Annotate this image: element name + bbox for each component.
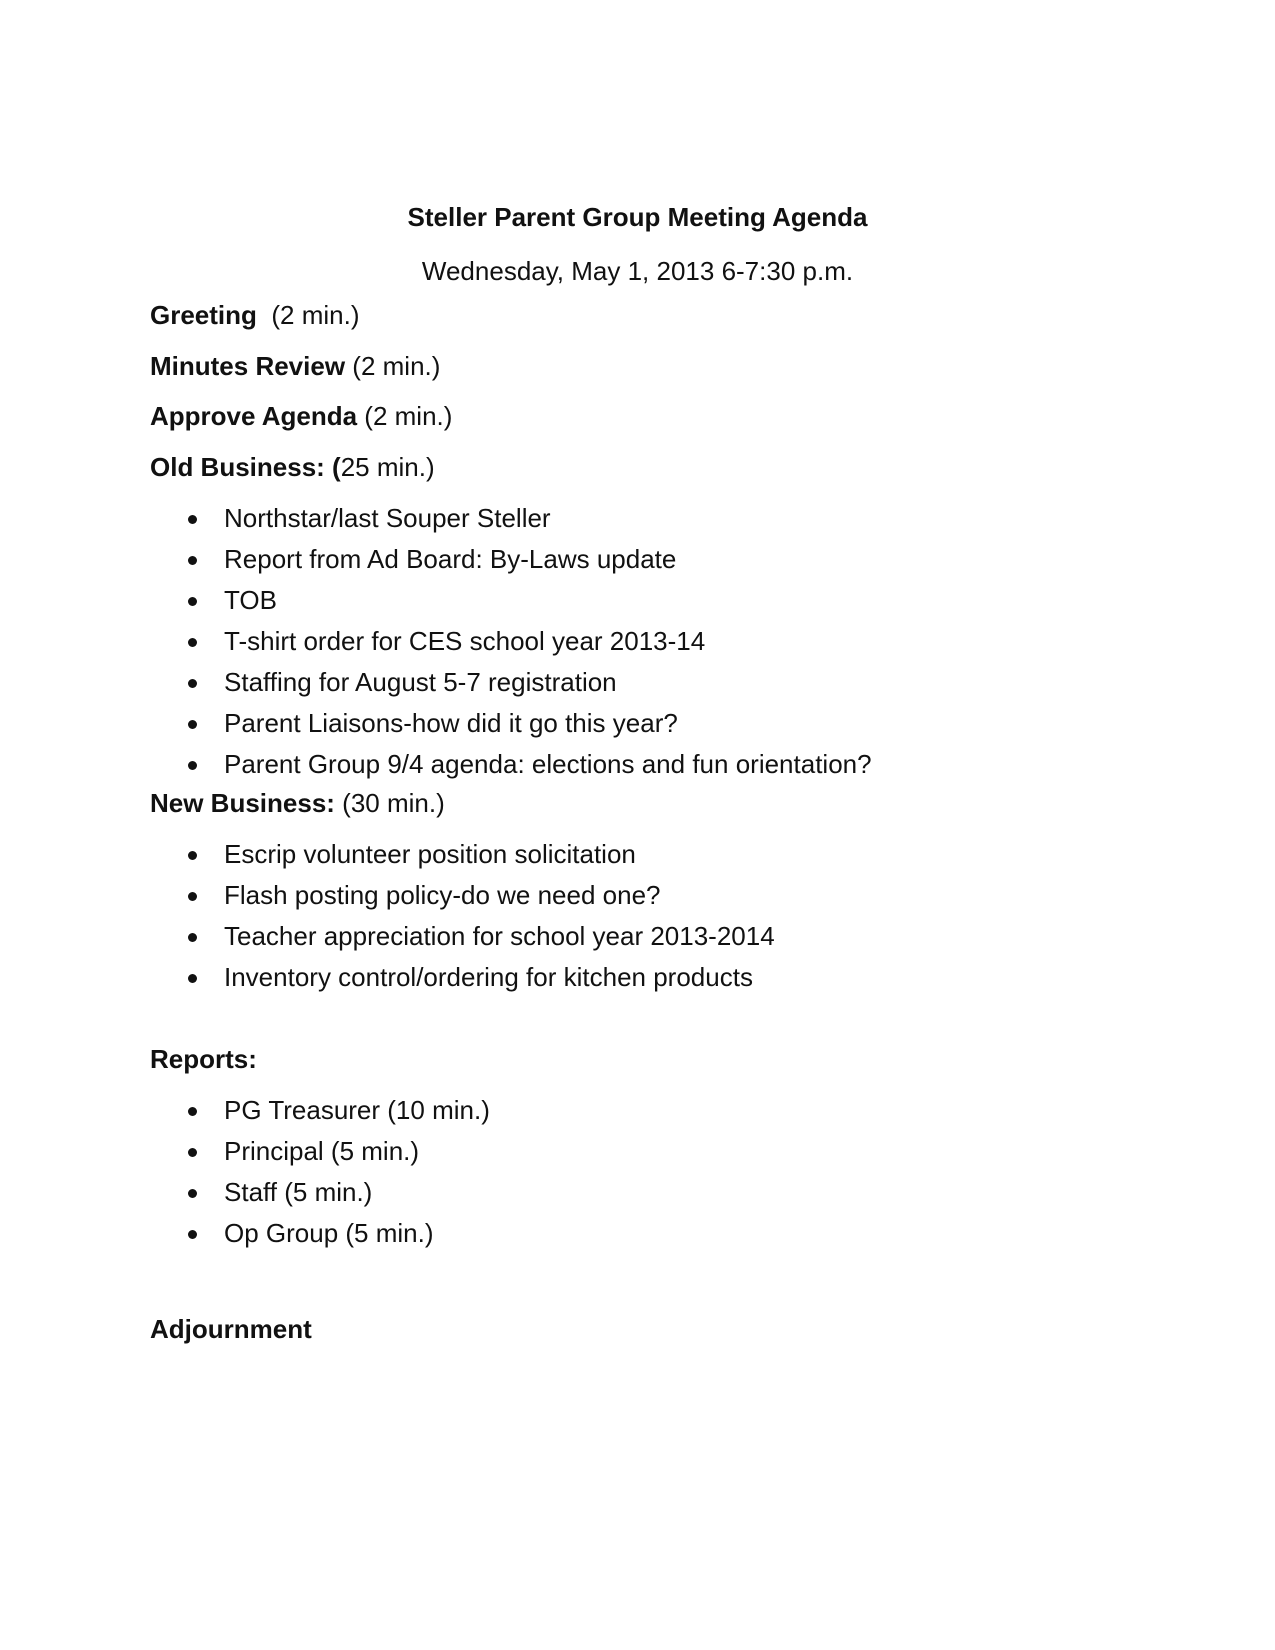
list-item bbox=[150, 706, 872, 747]
list-item-text: TOB bbox=[224, 585, 277, 615]
approve-agenda-label: Approve Agenda bbox=[150, 401, 358, 431]
list-item-text: Inventory control/ordering for kitchen products bbox=[224, 962, 753, 992]
list-item bbox=[150, 1134, 490, 1175]
list-item-text: Teacher appreciation for school year 2013-2014 bbox=[224, 921, 775, 951]
list-item bbox=[150, 919, 775, 960]
list-item bbox=[150, 1093, 490, 1134]
approve-agenda-line bbox=[150, 399, 452, 433]
list-item-text: Op Group (5 min.) bbox=[224, 1218, 434, 1248]
bullet-icon bbox=[188, 515, 197, 524]
reports-heading bbox=[150, 1042, 257, 1076]
new-business-heading bbox=[150, 786, 445, 820]
list-item-text: Escrip volunteer position solicitation bbox=[224, 839, 636, 869]
minutes-review-line bbox=[150, 349, 440, 383]
adjournment-heading bbox=[150, 1312, 312, 1346]
list-item bbox=[150, 1216, 490, 1257]
bullet-icon bbox=[188, 761, 197, 770]
new-business-time: (30 min.) bbox=[334, 788, 445, 818]
list-item-text: Parent Group 9/4 agenda: elections and fun orientation? bbox=[224, 749, 872, 779]
list-item bbox=[150, 583, 872, 624]
bullet-icon bbox=[188, 720, 197, 729]
greeting-line bbox=[150, 298, 360, 332]
meeting-date-time: Wednesday, May 1, 2013 6-7:30 p.m. bbox=[421, 256, 854, 286]
list-item bbox=[150, 878, 775, 919]
list-item-text: Report from Ad Board: By-Laws update bbox=[224, 544, 677, 574]
reports-label: Reports: bbox=[150, 1044, 257, 1074]
minutes-review-label: Minutes Review bbox=[150, 351, 346, 381]
list-item bbox=[150, 501, 872, 542]
reports-list bbox=[150, 1093, 490, 1257]
approve-agenda-time: (2 min.) bbox=[357, 401, 453, 431]
bullet-icon bbox=[188, 933, 197, 942]
bullet-icon bbox=[188, 1189, 197, 1198]
new-business-list bbox=[150, 837, 775, 1001]
bullet-icon bbox=[188, 638, 197, 647]
list-item-text: Flash posting policy-do we need one? bbox=[224, 880, 661, 910]
old-business-label: Old Business: ( bbox=[150, 452, 341, 482]
bullet-icon bbox=[188, 892, 197, 901]
greeting-label: Greeting bbox=[150, 300, 257, 330]
list-item bbox=[150, 542, 872, 583]
list-item-text: Principal (5 min.) bbox=[224, 1136, 420, 1166]
list-item bbox=[150, 960, 775, 1001]
bullet-icon bbox=[188, 597, 197, 606]
list-item-text: Parent Liaisons-how did it go this year? bbox=[224, 708, 678, 738]
list-item bbox=[150, 665, 872, 706]
greeting-time: (2 min.) bbox=[256, 300, 360, 330]
bullet-icon bbox=[188, 1148, 197, 1157]
bullet-icon bbox=[188, 974, 197, 983]
bullet-icon bbox=[188, 679, 197, 688]
list-item-text: T-shirt order for CES school year 2013-14 bbox=[224, 626, 706, 656]
page-title: Steller Parent Group Meeting Agenda bbox=[407, 202, 868, 232]
adjournment-label: Adjournment bbox=[150, 1314, 312, 1344]
new-business-label: New Business: bbox=[150, 788, 335, 818]
list-item-text: Staffing for August 5-7 registration bbox=[224, 667, 617, 697]
list-item bbox=[150, 624, 872, 665]
list-item bbox=[150, 747, 872, 788]
bullet-icon bbox=[188, 851, 197, 860]
list-item bbox=[150, 1175, 490, 1216]
bullet-icon bbox=[188, 1107, 197, 1116]
list-item-text: PG Treasurer (10 min.) bbox=[224, 1095, 490, 1125]
minutes-review-time: (2 min.) bbox=[345, 351, 441, 381]
list-item-text: Staff (5 min.) bbox=[224, 1177, 373, 1207]
bullet-icon bbox=[188, 1230, 197, 1239]
list-item-text: Northstar/last Souper Steller bbox=[224, 503, 551, 533]
old-business-heading bbox=[150, 450, 435, 484]
old-business-list bbox=[150, 501, 872, 788]
list-item bbox=[150, 837, 775, 878]
old-business-time: 25 min.) bbox=[340, 452, 435, 482]
bullet-icon bbox=[188, 556, 197, 565]
